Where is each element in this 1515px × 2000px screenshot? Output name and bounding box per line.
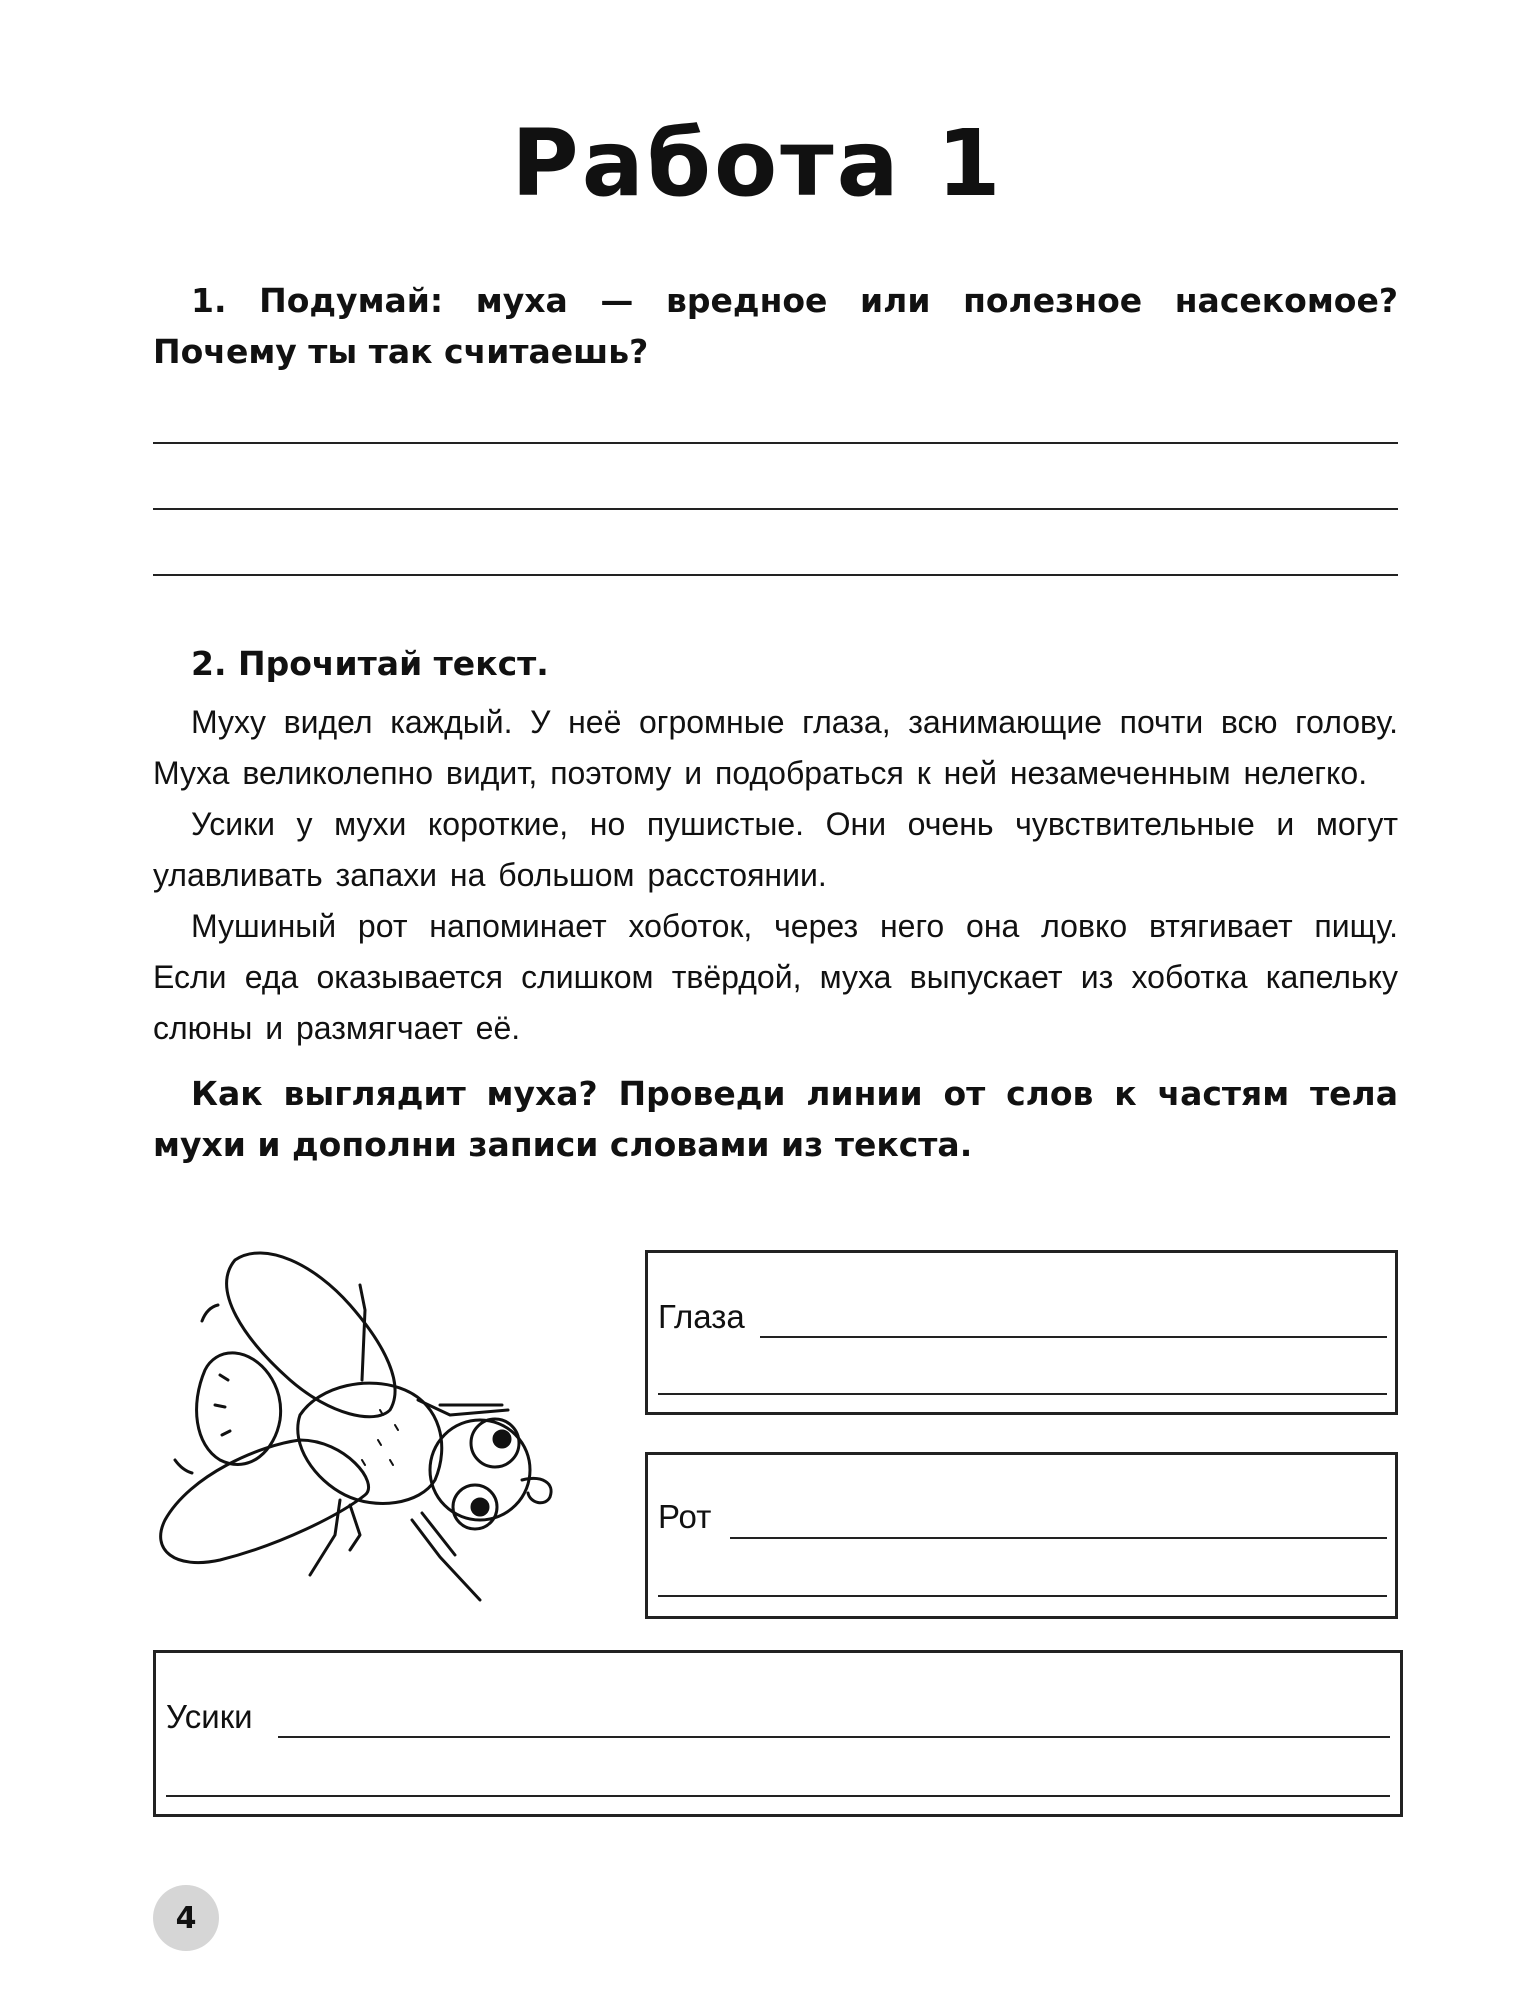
mouth-label: Рот xyxy=(658,1498,712,1535)
fly-leg-4 xyxy=(422,1513,455,1555)
fly-leg-1 xyxy=(310,1500,340,1575)
task1-answer-line-1[interactable] xyxy=(153,442,1398,444)
page-number: 4 xyxy=(175,1900,197,1936)
eyes-box xyxy=(645,1250,1398,1415)
task1-answer-line-2[interactable] xyxy=(153,508,1398,510)
task1-block xyxy=(153,275,1398,377)
task2-heading: 2. Прочитай текст. xyxy=(191,644,549,683)
page-number-badge xyxy=(153,1885,219,1951)
mouth-answer-line-2[interactable] xyxy=(658,1595,1387,1597)
task2-instruction: Как выглядит муха? Проведи линии от слов к частям тела мухи и дополни записи словами из текста. xyxy=(153,1074,1398,1164)
page-title: Работа 1 xyxy=(511,110,1004,217)
fly-lower-wing xyxy=(161,1440,369,1563)
fly-front-leg-up xyxy=(360,1285,365,1380)
fly-eye-bottom-pupil xyxy=(472,1499,488,1515)
antennae-label: Усики xyxy=(166,1698,253,1735)
antennae-answer-line-2[interactable] xyxy=(166,1795,1390,1797)
eyes-answer-line-1[interactable] xyxy=(760,1336,1387,1338)
mouth-box xyxy=(645,1452,1398,1619)
fly-thorax-dots xyxy=(362,1410,398,1465)
antennae-answer-line-1[interactable] xyxy=(278,1736,1390,1738)
fly-abdomen-hairs xyxy=(215,1375,230,1435)
eyes-answer-line-2[interactable] xyxy=(658,1393,1387,1395)
eyes-label: Глаза xyxy=(658,1298,745,1335)
fly-wing-edge xyxy=(202,1305,218,1321)
task2-block xyxy=(153,638,1398,1170)
task1-answer-line-3[interactable] xyxy=(153,574,1398,576)
task2-paragraph-1: Муху видел каждый. У неё огромные глаза, занимающие почти всю голову. Муха великолепно видит, поэтому и подобраться к ней незамеченным нелегко. xyxy=(153,704,1398,791)
task2-paragraph-2: Усики у мухи короткие, но пушистые. Они очень чувствительные и могут улавливать запахи на большом расстоянии. xyxy=(153,806,1398,893)
antennae-box xyxy=(153,1650,1403,1817)
fly-leg-2 xyxy=(350,1505,360,1550)
mouth-answer-line-1[interactable] xyxy=(730,1537,1387,1539)
fly-upper-wing xyxy=(227,1253,395,1417)
task1-question: 1. Подумай: муха — вредное или полезное насекомое? Почему ты так считаешь? xyxy=(153,281,1398,371)
fly-leg-3 xyxy=(412,1520,480,1600)
fly-lower-wing-edge xyxy=(175,1460,192,1473)
fly-illustration xyxy=(150,1245,620,1625)
task2-paragraph-3: Мушиный рот напоминает хоботок, через него она ловко втягивает пищу. Если еда оказывается слишком твёрдой, муха выпускает из хоботка капельку слюны и размягчает её. xyxy=(153,908,1398,1046)
fly-eye-top-pupil xyxy=(494,1431,510,1447)
